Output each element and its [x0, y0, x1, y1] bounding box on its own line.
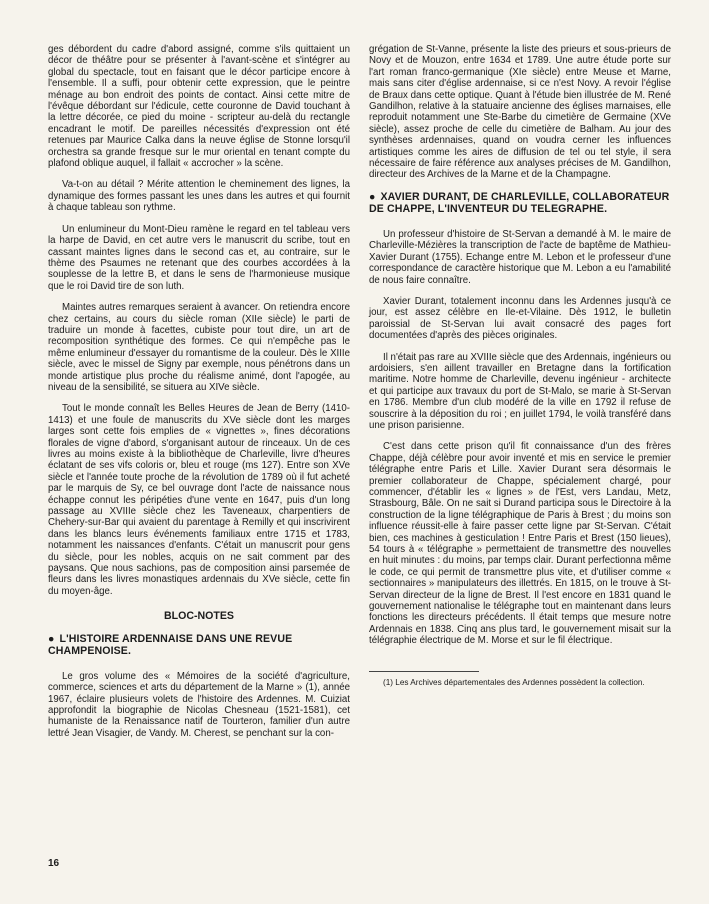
- paragraph: C'est dans cette prison qu'il fit connaissance d'un des frères Chappe, déjà célèbre pour avoir inventé et mis en service le premier télégraphe entre Paris et Lille. Xavier Durant sera désormais le premier collaborateur de Chappe, spécialement chargé, pour commencer, d'établir les « lignes » de l'Est, vers Landau, Metz, Strasbourg, Bâle. On ne sait si Durand participa sous le Directoire à la construction de la ligne télégraphique de Paris à Brest ; du moins son influence réussit-elle à faire passer cette ligne par St-Servan. C'était bien, ces machines à gesticulation ! Entre Paris et Brest (150 lieues), 54 tours à « télégraphe » permettaient de transmettre des nouvelles en huit minutes : du moins, par temps clair. Durant perfectionna même le code, ce qui permit de transmettre plus vite, et d'utiliser comme « sectionnaires » manipulateurs des illettrés. En 1815, on le trouve à St-Servan directeur de la ligne de Brest. Il l'est encore en 1831 quand le gouvernement nationalise le télégraphe tout en maintenant dans leurs fonctions les directeurs précédents. Il était temps que mesure notre Ardennais en 1838. Cinq ans plus tard, le gouvernement misait sur la télégraphie électrique de M. Morse et sur le fil électrique.: [369, 441, 671, 647]
- paragraph: Un professeur d'histoire de St-Servan a demandé à M. le maire de Charleville-Mézières la transcription de l'acte de baptême de Mathieu-Xavier Durant (1755). Echange entre M. Lebon et le professeur d'une correspondance de caractère historique que M. Lebon a eu l'amabilité de nous faire connaître.: [369, 228, 671, 286]
- paragraph: Tout le monde connaît les Belles Heures de Jean de Berry (1410-1413) et une foule de manuscrits du XVe siècle dont les marges larges sont cette fois emplies de « vignettes », fines décorations florales de vigne d'abord, s'organisant autour de rinceaux. Un de ces livres au moins existe à la bibliothèque de Charleville, livre d'heures éclatant de ses vifs coloris or, bleu et rouge (ms 127). Entre son XVe siècle et l'année toute proche de la révolution de 1789 où il fut acheté par le marquis de Sy, ce bel ouvrage dont l'acte de naissance nous échappe connut les péripéties d'une vente en 1647, puis d'un long passage au XVIIIe siècle chez les Taveneaux, charpentiers de Chehery-sur-Bar qui avaient du parentage à Remilly et qui inscrivirent dans les blancs leurs événements familiaux entre 1715 et 1783, notamment les naissances d'enfants. C'était un manuscrit pour gens du siècle, pour les nobles, acquis on ne sait comment par des paysans. Que nous sachions, pas de composition ainsi parsemée de fleurs dans les livres monastiques ardennais du XVe siècle, cette fin du moyen-âge.: [48, 403, 350, 597]
- footnote: (1) Les Archives départementales des Ardennes possèdent la collection.: [383, 677, 645, 687]
- right-column: [369, 44, 671, 698]
- section-heading-text: XAVIER DURANT, DE CHARLEVILLE, COLLABORATEUR DE CHAPPE, L'INVENTEUR DU TELEGRAPHE.: [369, 190, 670, 215]
- bullet-icon: ●: [369, 190, 376, 203]
- bullet-icon: ●: [48, 632, 55, 645]
- section-heading-durant: [369, 191, 671, 215]
- paragraph: Le gros volume des « Mémoires de la société d'agriculture, commerce, sciences et arts du département de la Marne » (1), année 1967, éclaire plusieurs volets de l'histoire des Ardennes. M. Cuiziat approfondit la biographie de Nicolas Chesneau (1521-1581), cet humaniste de la Renaissance natif de Tourteron, familier d'un autre lettré Jean Visagier, de Vandy. M. Cherest, se penchant sur la con-: [48, 670, 350, 739]
- left-column: [48, 44, 350, 749]
- paragraph: grégation de St-Vanne, présente la liste des prieurs et sous-prieurs de Novy et de Mouzon, entre 1634 et 1789. Une autre étude porte sur l'art roman franco-germanique (XIe siècle) entre Meuse et Marne, mais sans citer d'église ardennaise, si ce n'est Novy. A revoir l'église de Braux dans cette optique. Quant à l'étude bien illustrée de M. René Gandilhon, relative à la statuaire ancienne des églises marnaises, elle reproduit notamment une Ste-Barbe du cimetière de Germaine (XVe siècle), assez proche de celle du cimetière de Balham. Au jour des synthèses ardennaises, quand on voudra cerner les influences artistiques comme les aires de diffusion de tel ou tel style, il sera nécessaire de faire référence aux analyses précises de M. Gandilhon, directeur des Archives de la Marne et de la Champagne.: [369, 44, 671, 181]
- paragraph: Maintes autres remarques seraient à avancer. On retiendra encore chez certains, au cours du siècle roman (XIIe siècle) le parti de traduire un monde à facettes, cubiste pour tout dire, un art de recomposition synthétique des formes. Ce qui n'empêche pas le même enlumineur d'essayer du romantisme de la couleur. Dès le XIIIe siècle, avec le missel de Signy par exemple, nous pénétrons dans un monde artistique plus proche du réalisme animé, dont l'apogée, au niveau de la sensibilité, se situera au XIVe siècle.: [48, 302, 350, 393]
- paragraph: Un enlumineur du Mont-Dieu ramène le regard en tel tableau vers la harpe de David, en cet autre vers le manuscrit du scribe, tout en cassant maintes lignes dans le second cas et, au contraire, sur le thème des Psaumes ne retenant que des courbes accordées à la souplesse de la lettre B, et dans le sens de l'harmonieuse musique que le roi David tire de son luth.: [48, 223, 350, 292]
- paragraph: Il n'était pas rare au XVIIIe siècle que des Ardennais, ingénieurs ou ardoisiers, s'en aillent travailler en Bretagne dans la fortification maritime. Notre homme de Charleville, devenu ingénieur - architecte et qui participe aux travaux du port de St-Malo, se marie à St-Servan en 1786. Membre d'un club modéré de la ville en 1792 il refuse de souscrire à la déposition du roi ; en juillet 1794, le voilà transféré dans une prison parisienne.: [369, 351, 671, 431]
- bloc-notes-title: BLOC-NOTES: [163, 610, 235, 623]
- section-heading-text: L'HISTOIRE ARDENNAISE DANS UNE REVUE CHAMPENOISE.: [48, 632, 293, 657]
- paragraph: ges débordent du cadre d'abord assigné, comme s'ils quittaient un décor de théâtre pour se présenter à l'avant-scène et s'intégrer au global du spectacle, tout en faisant que le décor participe encore à l'ensemble. Il a suffi, pour obtenir cette expression, que le peintre ménage au bon endroit des points de contact. Ainsi cette mitre de l'évêque débordant sur l'édicule, cette couronne de David touchant à la lettre décorée, ce pied du moine - scripteur au-delà du rectangle encadrant le motif. De pareilles nécessités d'expression ont été retenues par Maurice Calka dans la neuve église de Stonne lorsqu'il orchestra sa grande fresque sur le mur oriental en tenant compte du plafond oblique auquel, il fallait « accrocher » la scène.: [48, 44, 350, 170]
- paragraph: Va-t-on au détail ? Mérite attention le cheminement des lignes, la dynamique des formes passant les unes dans les autres et qui fournit à chaque tableau son rythme.: [48, 179, 350, 214]
- section-heading-histoire: [48, 633, 350, 657]
- page-number: 16: [48, 858, 60, 869]
- footnote-divider: [369, 671, 479, 672]
- paragraph: Xavier Durant, totalement inconnu dans les Ardennes jusqu'à ce jour, est assez célèbre en Ile-et-Vilaine. Dès 1912, le bulletin paroissial de St-Servan lui avait consacré des pages fort documentées d'après des pièces originales.: [369, 295, 671, 342]
